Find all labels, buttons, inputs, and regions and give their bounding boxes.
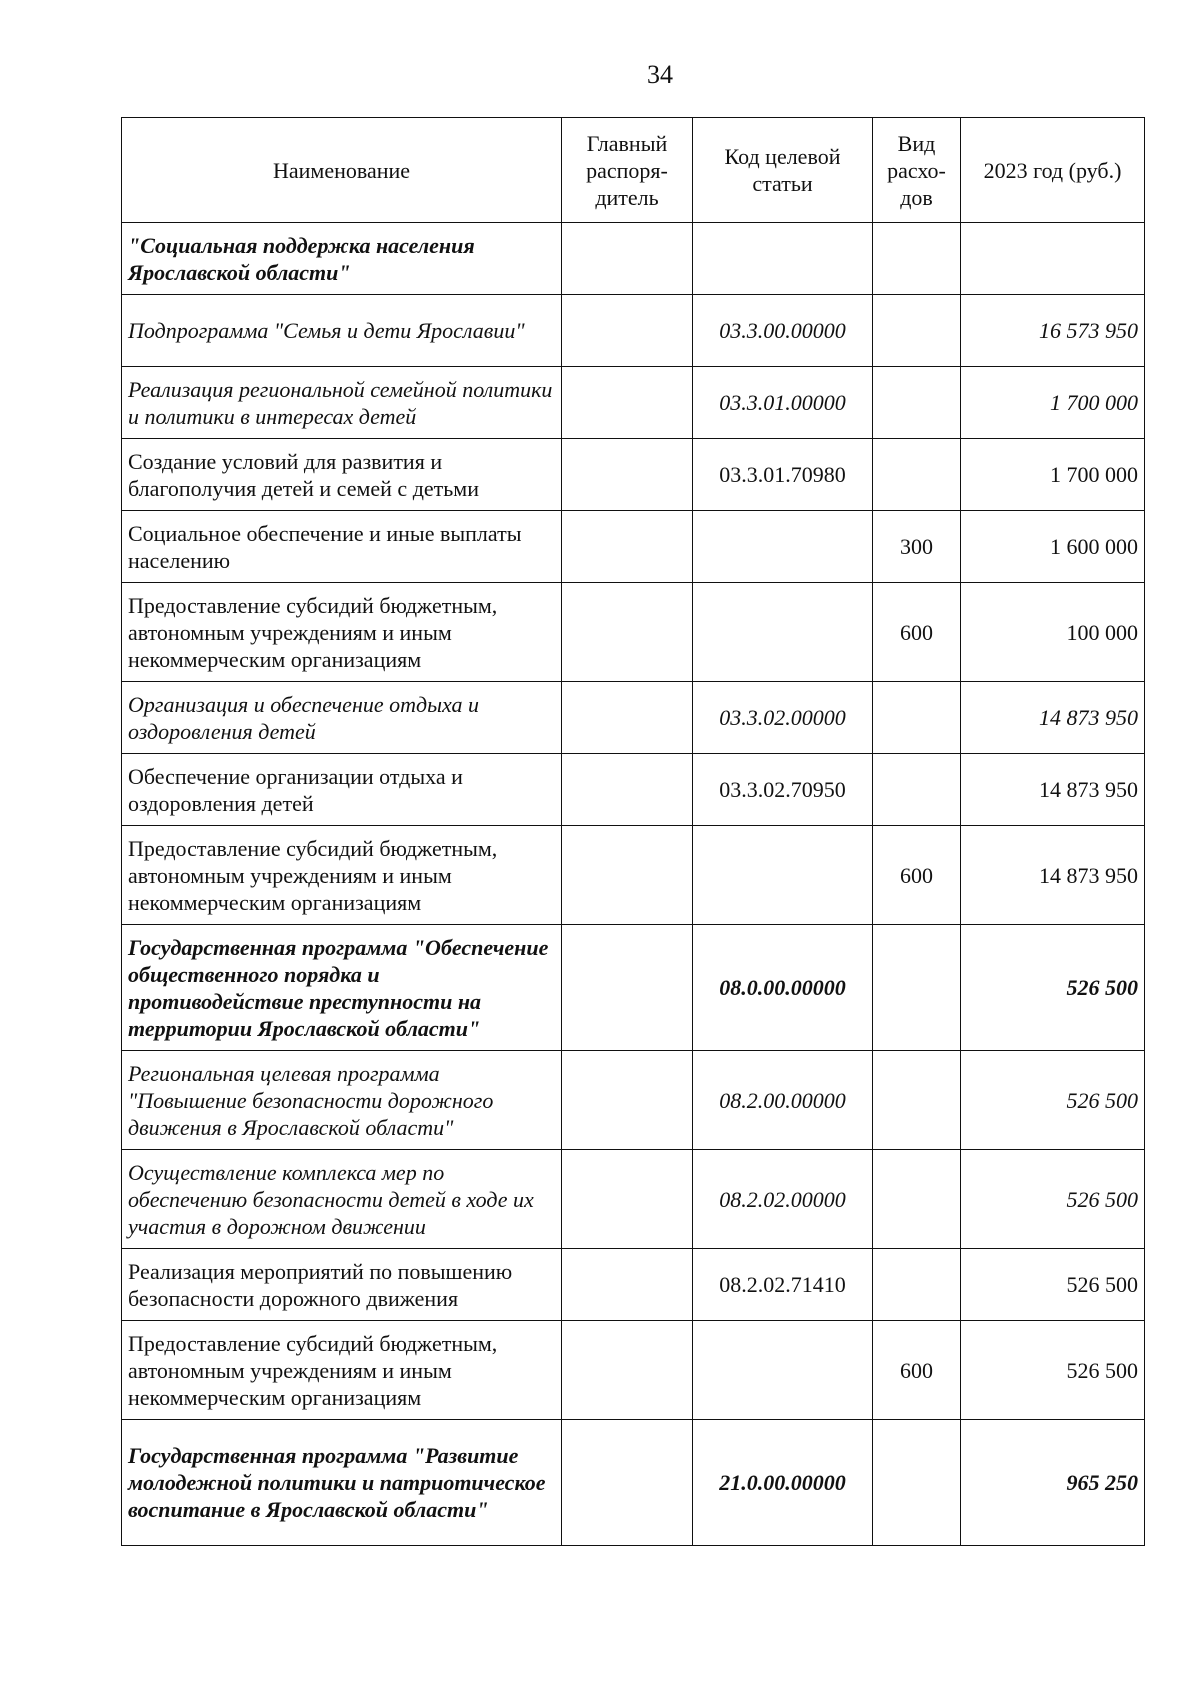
row-amount: 100 000 <box>961 583 1145 682</box>
table-row <box>122 223 1145 295</box>
header-name: Наименование <box>122 118 562 223</box>
table-row <box>122 511 1145 583</box>
row-amount: 14 873 950 <box>961 754 1145 826</box>
row-admin <box>562 1249 693 1321</box>
row-name: Подпрограмма "Семья и дети Ярославии" <box>122 295 562 367</box>
table-row <box>122 1150 1145 1249</box>
row-admin <box>562 1150 693 1249</box>
table-header-row <box>122 118 1145 223</box>
row-amount: 526 500 <box>961 1249 1145 1321</box>
row-type <box>873 1150 961 1249</box>
row-code <box>693 826 873 925</box>
row-amount <box>961 223 1145 295</box>
table-row <box>122 826 1145 925</box>
row-code: 03.3.02.00000 <box>693 682 873 754</box>
row-admin <box>562 295 693 367</box>
row-type <box>873 1420 961 1546</box>
row-type <box>873 1249 961 1321</box>
row-amount: 14 873 950 <box>961 682 1145 754</box>
row-type: 600 <box>873 1321 961 1420</box>
row-name: Организация и обеспечение отдыха и оздоровления детей <box>122 682 562 754</box>
row-amount: 14 873 950 <box>961 826 1145 925</box>
row-admin <box>562 367 693 439</box>
row-name: Предоставление субсидий бюджетным, автономным учреждениям и иным некоммерческим организациям <box>122 826 562 925</box>
row-type: 600 <box>873 826 961 925</box>
row-amount: 965 250 <box>961 1420 1145 1546</box>
row-admin <box>562 583 693 682</box>
row-type <box>873 367 961 439</box>
row-name: Реализация мероприятий по повышению безопасности дорожного движения <box>122 1249 562 1321</box>
table-row <box>122 583 1145 682</box>
row-type <box>873 1051 961 1150</box>
table-row <box>122 1249 1145 1321</box>
row-amount: 1 700 000 <box>961 439 1145 511</box>
table-row <box>122 682 1145 754</box>
row-name: Реализация региональной семейной политики и политики в интересах детей <box>122 367 562 439</box>
row-code <box>693 223 873 295</box>
row-code: 08.0.00.00000 <box>693 925 873 1051</box>
header-type: Вид расхо-дов <box>873 118 961 223</box>
row-admin <box>562 682 693 754</box>
table-row <box>122 925 1145 1051</box>
row-admin <box>562 439 693 511</box>
table-row <box>122 1051 1145 1150</box>
row-code: 03.3.01.00000 <box>693 367 873 439</box>
row-amount: 1 600 000 <box>961 511 1145 583</box>
table-row <box>122 754 1145 826</box>
row-type <box>873 925 961 1051</box>
row-admin <box>562 511 693 583</box>
row-admin <box>562 1321 693 1420</box>
row-code: 08.2.00.00000 <box>693 1051 873 1150</box>
table-row <box>122 367 1145 439</box>
row-name: Создание условий для развития и благополучия детей и семей с детьми <box>122 439 562 511</box>
row-admin <box>562 223 693 295</box>
budget-table <box>121 117 1145 1546</box>
table-row <box>122 439 1145 511</box>
row-admin <box>562 1420 693 1546</box>
row-code: 08.2.02.00000 <box>693 1150 873 1249</box>
row-name: Государственная программа "Обеспечение общественного порядка и противодействие преступности на территории Ярославской области" <box>122 925 562 1051</box>
row-code <box>693 511 873 583</box>
row-amount: 1 700 000 <box>961 367 1145 439</box>
row-amount: 526 500 <box>961 925 1145 1051</box>
table-row <box>122 1321 1145 1420</box>
row-admin <box>562 826 693 925</box>
table-row <box>122 1420 1145 1546</box>
row-amount: 526 500 <box>961 1150 1145 1249</box>
row-type <box>873 754 961 826</box>
row-type: 600 <box>873 583 961 682</box>
row-code <box>693 583 873 682</box>
row-name: Социальное обеспечение и иные выплаты населению <box>122 511 562 583</box>
row-amount: 16 573 950 <box>961 295 1145 367</box>
row-type <box>873 295 961 367</box>
row-admin <box>562 1051 693 1150</box>
row-code: 03.3.02.70950 <box>693 754 873 826</box>
row-name: Предоставление субсидий бюджетным, автономным учреждениям и иным некоммерческим организациям <box>122 583 562 682</box>
table-row <box>122 295 1145 367</box>
row-name: Обеспечение организации отдыха и оздоровления детей <box>122 754 562 826</box>
row-name: Осуществление комплекса мер по обеспечению безопасности детей в ходе их участия в дорожном движении <box>122 1150 562 1249</box>
row-code: 03.3.00.00000 <box>693 295 873 367</box>
row-code <box>693 1321 873 1420</box>
row-name: Региональная целевая программа "Повышение безопасности дорожного движения в Ярославской области" <box>122 1051 562 1150</box>
header-amount: 2023 год (руб.) <box>961 118 1145 223</box>
row-type <box>873 682 961 754</box>
row-code: 21.0.00.00000 <box>693 1420 873 1546</box>
row-admin <box>562 925 693 1051</box>
row-type: 300 <box>873 511 961 583</box>
row-code: 08.2.02.71410 <box>693 1249 873 1321</box>
header-admin: Главный распоря-дитель <box>562 118 693 223</box>
row-type <box>873 223 961 295</box>
row-code: 03.3.01.70980 <box>693 439 873 511</box>
header-code: Код целевой статьи <box>693 118 873 223</box>
row-name: "Социальная поддержка населения Ярославской области" <box>122 223 562 295</box>
row-name: Государственная программа "Развитие молодежной политики и патриотическое воспитание в Ярославской области" <box>122 1420 562 1546</box>
row-type <box>873 439 961 511</box>
row-name: Предоставление субсидий бюджетным, автономным учреждениям и иным некоммерческим организациям <box>122 1321 562 1420</box>
row-amount: 526 500 <box>961 1051 1145 1150</box>
page-number: 34 <box>647 60 673 89</box>
row-admin <box>562 754 693 826</box>
row-amount: 526 500 <box>961 1321 1145 1420</box>
